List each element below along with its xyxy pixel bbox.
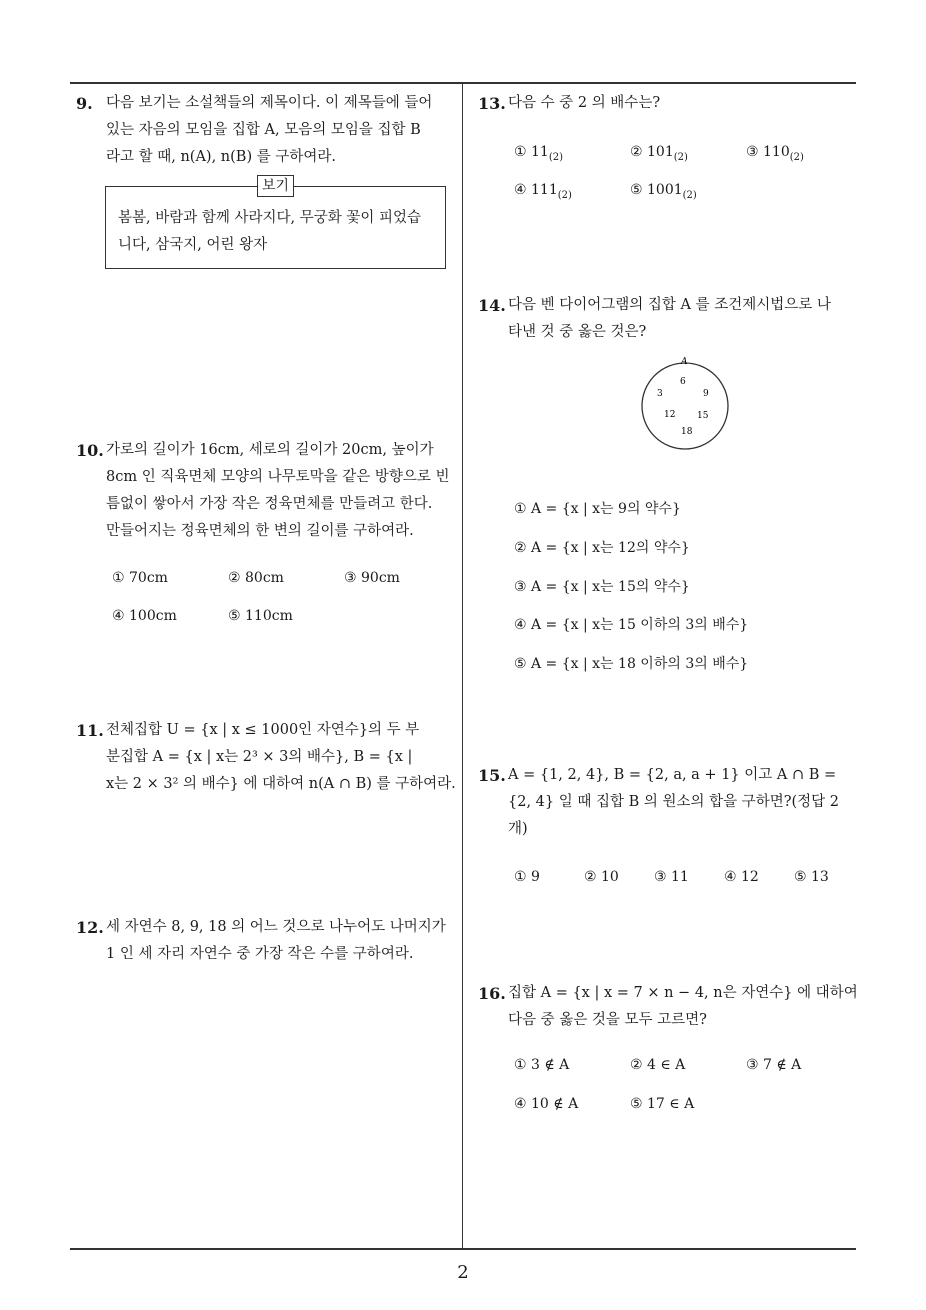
answer-option[interactable]: ⑤ 110cm bbox=[228, 608, 293, 624]
question-text: 집합 A = {x | x = 7 × n − 4, n은 자연수} 에 대하여 bbox=[508, 985, 858, 1001]
answer-option[interactable] bbox=[514, 182, 572, 201]
option-base: (2) bbox=[548, 151, 564, 163]
answer-option[interactable]: ① 70cm bbox=[112, 570, 168, 586]
option-value: 1001 bbox=[647, 182, 683, 198]
option-mark: ④ bbox=[514, 182, 527, 198]
bottom-rule bbox=[70, 1248, 856, 1250]
answer-option[interactable]: ③ 7 ∉ A bbox=[746, 1057, 802, 1073]
option-base: (2) bbox=[682, 189, 697, 201]
page-number: 2 bbox=[457, 1262, 469, 1283]
example-box-title: 보기 bbox=[257, 175, 294, 197]
option-value: 11 bbox=[531, 144, 549, 160]
question-text: 1 인 세 자리 자연수 중 가장 작은 수를 구하여라. bbox=[106, 946, 414, 962]
option-value: 101 bbox=[647, 144, 674, 160]
venn-element: 12 bbox=[664, 410, 676, 420]
answer-option[interactable]: ③ 11 bbox=[654, 869, 689, 885]
question-number: 16. bbox=[478, 984, 506, 1003]
question-text: 분집합 A = {x | x는 2³ × 3의 배수}, B = {x | bbox=[106, 749, 413, 765]
option-value: 110 bbox=[763, 144, 790, 160]
question-text: 다음 벤 다이어그램의 집합 A 를 조건제시법으로 나 bbox=[508, 297, 831, 313]
venn-element: 9 bbox=[703, 389, 709, 399]
option-mark: ③ bbox=[746, 144, 759, 160]
answer-option[interactable]: ④ 12 bbox=[724, 869, 759, 885]
question-number: 11. bbox=[76, 721, 104, 740]
question-text: x는 2 × 3² 의 배수} 에 대하여 n(A ∩ B) 를 구하여라. bbox=[106, 776, 456, 792]
example-box-text: 봄봄, 바람과 함께 사라지다, 무궁화 꽃이 피었습 bbox=[118, 210, 422, 226]
example-box-text: 니다, 삼국지, 어린 왕자 bbox=[118, 237, 268, 253]
option-mark: ⑤ bbox=[630, 182, 643, 198]
question-number: 15. bbox=[478, 766, 506, 785]
answer-option[interactable]: ② A = {x | x는 12의 약수} bbox=[514, 540, 690, 556]
question-9 bbox=[76, 90, 456, 171]
answer-option[interactable] bbox=[746, 144, 804, 163]
example-box bbox=[105, 178, 446, 269]
question-text: 만들어지는 정육면체의 한 변의 길이를 구하여라. bbox=[106, 523, 414, 539]
answer-option[interactable]: ④ 100cm bbox=[112, 608, 177, 624]
question-text: 다음 중 옳은 것을 모두 고르면? bbox=[508, 1012, 707, 1028]
venn-element: 18 bbox=[681, 427, 693, 437]
venn-element: 3 bbox=[657, 389, 663, 399]
question-text: 개) bbox=[508, 821, 528, 837]
answer-option[interactable]: ③ 90cm bbox=[344, 570, 400, 586]
question-15 bbox=[478, 762, 858, 843]
answer-option[interactable]: ② 4 ∈ A bbox=[630, 1057, 686, 1073]
question-text: 틈없이 쌓아서 가장 작은 정육면체를 만들려고 한다. bbox=[106, 496, 433, 512]
question-number: 13. bbox=[478, 94, 506, 113]
question-11 bbox=[76, 717, 456, 798]
option-base: (2) bbox=[789, 151, 804, 163]
answer-option[interactable]: ③ A = {x | x는 15의 약수} bbox=[514, 579, 690, 595]
question-number: 9. bbox=[76, 94, 93, 113]
question-text: 있는 자음의 모임을 집합 A, 모음의 모임을 집합 B bbox=[106, 122, 421, 138]
answer-option[interactable] bbox=[514, 144, 563, 163]
venn-element: 15 bbox=[697, 411, 709, 421]
answer-option[interactable] bbox=[630, 144, 688, 163]
option-mark: ② bbox=[630, 144, 643, 160]
answer-option[interactable]: ⑤ 13 bbox=[794, 869, 829, 885]
question-text: 타낸 것 중 옳은 것은? bbox=[508, 324, 647, 340]
answer-option[interactable]: ④ 10 ∉ A bbox=[514, 1096, 579, 1112]
question-text: 전체집합 U = {x | x ≤ 1000인 자연수}의 두 부 bbox=[106, 722, 420, 738]
option-value: 111 bbox=[531, 182, 558, 198]
question-text: 다음 수 중 2 의 배수는? bbox=[508, 95, 661, 111]
answer-option[interactable]: ① 3 ∉ A bbox=[514, 1057, 570, 1073]
question-text: 라고 할 때, n(A), n(B) 를 구하여라. bbox=[106, 149, 336, 165]
answer-option[interactable]: ⑤ A = {x | x는 18 이하의 3의 배수} bbox=[514, 656, 749, 672]
answer-option[interactable]: ① 9 bbox=[514, 869, 540, 885]
question-number: 14. bbox=[478, 296, 506, 315]
answer-option[interactable]: ② 10 bbox=[584, 869, 619, 885]
question-number: 10. bbox=[76, 441, 104, 460]
question-10 bbox=[76, 437, 456, 545]
option-base: (2) bbox=[557, 189, 572, 201]
question-text: 가로의 길이가 16cm, 세로의 길이가 20cm, 높이가 bbox=[106, 442, 434, 458]
answer-option[interactable]: ① A = {x | x는 9의 약수} bbox=[514, 501, 681, 517]
question-13 bbox=[478, 90, 858, 117]
top-rule bbox=[70, 82, 856, 84]
question-text: 다음 보기는 소설책들의 제목이다. 이 제목들에 들어 bbox=[106, 95, 433, 111]
question-16 bbox=[478, 980, 858, 1034]
answer-option[interactable] bbox=[630, 182, 697, 201]
question-number: 12. bbox=[76, 918, 104, 937]
venn-set-label: A bbox=[681, 357, 688, 367]
venn-diagram bbox=[635, 352, 735, 452]
question-12 bbox=[76, 914, 456, 968]
answer-option[interactable]: ② 80cm bbox=[228, 570, 284, 586]
question-text: 세 자연수 8, 9, 18 의 어느 것으로 나누어도 나머지가 bbox=[106, 919, 446, 935]
question-text: A = {1, 2, 4}, B = {2, a, a + 1} 이고 A ∩ B = bbox=[508, 767, 837, 783]
option-mark: ① bbox=[514, 144, 527, 160]
column-divider bbox=[462, 82, 463, 1249]
question-text: {2, 4} 일 때 집합 B 의 원소의 합을 구하면?(정답 2 bbox=[508, 794, 840, 810]
option-base: (2) bbox=[673, 151, 688, 163]
answer-option[interactable]: ④ A = {x | x는 15 이하의 3의 배수} bbox=[514, 617, 749, 633]
answer-option[interactable]: ⑤ 17 ∈ A bbox=[630, 1096, 695, 1112]
question-14 bbox=[478, 292, 858, 346]
venn-element: 6 bbox=[680, 377, 686, 387]
question-text: 8cm 인 직육면체 모양의 나무토막을 같은 방향으로 빈 bbox=[106, 469, 450, 485]
